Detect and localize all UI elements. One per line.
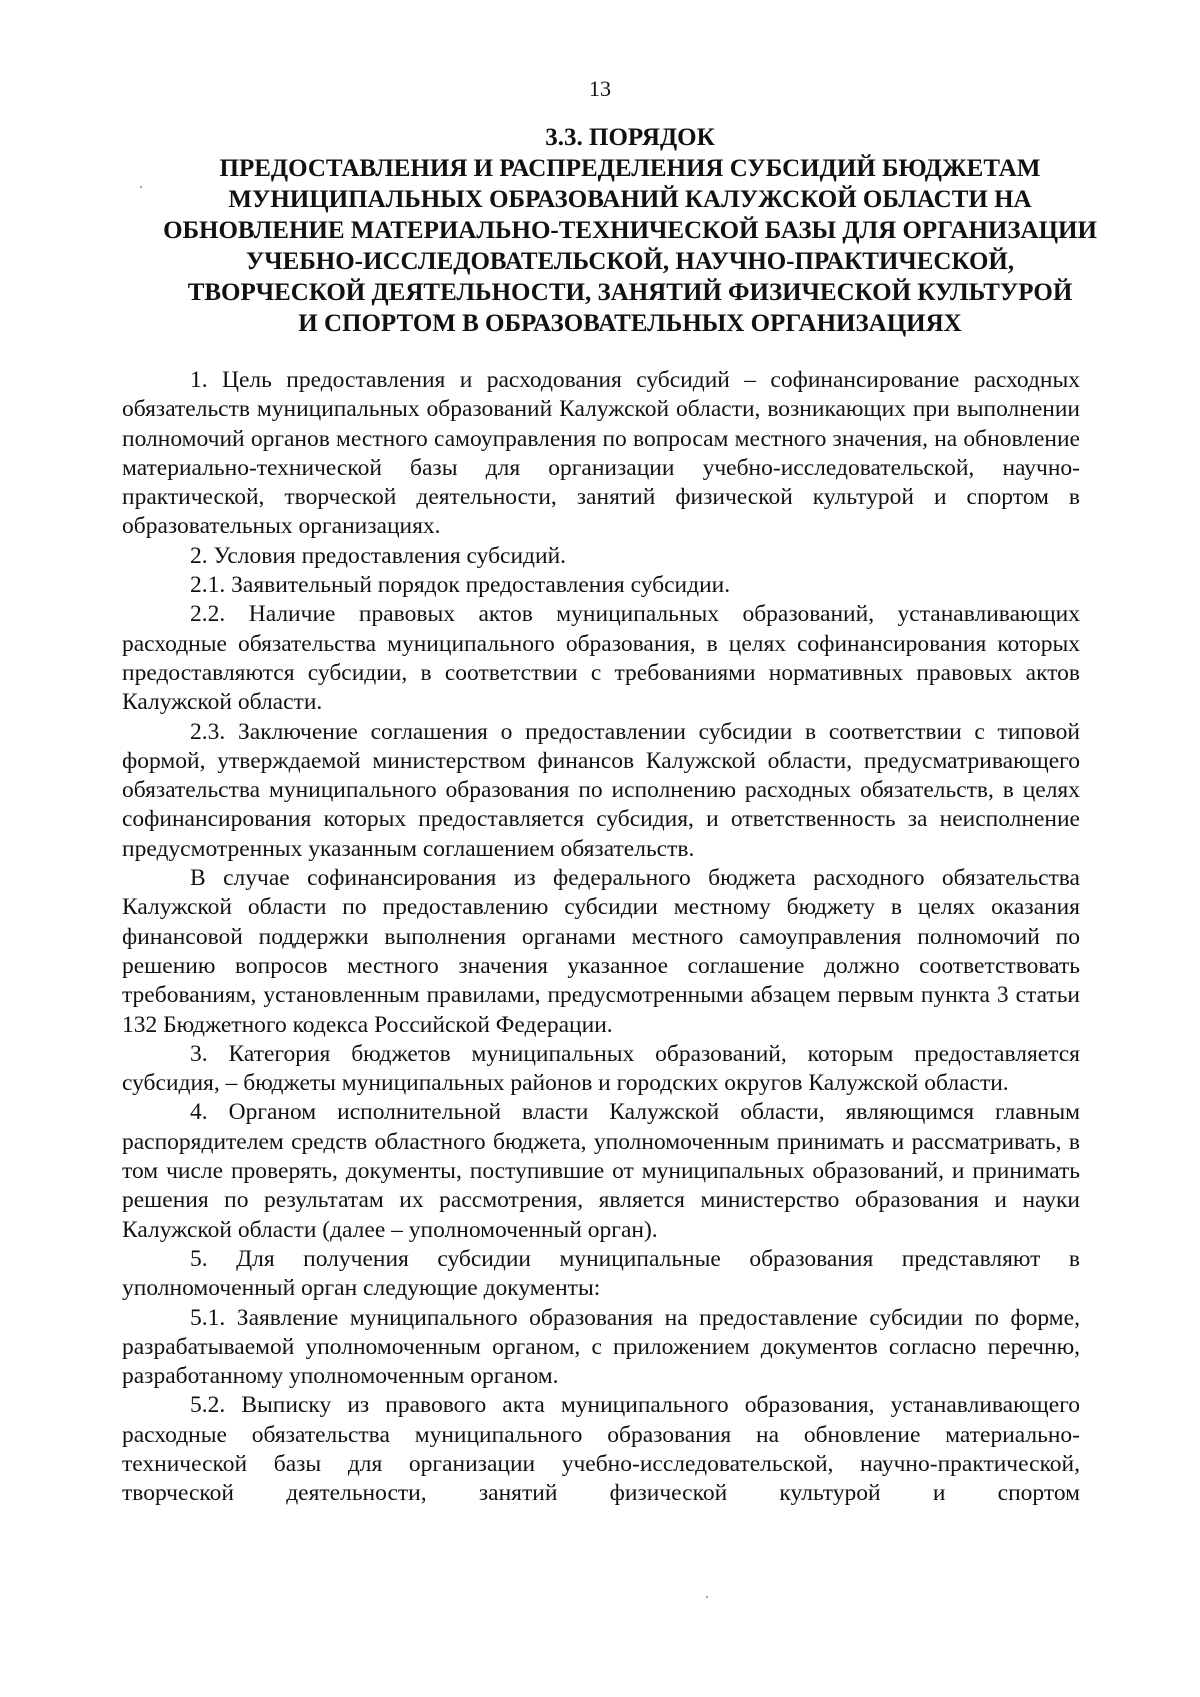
paragraph-cofinancing: В случае софинансирования из федерального бюджета расходного обязательства Калужской области по предоставлению субсидии местному бюджету в целях оказания финансовой поддержки выполнения органами местного самоуправления полномочий по решению вопросов местного значения указанное соглашение должно соответствовать требованиям, установленным правилами, предусмотренными абзацем первым пункта 3 статьи 132 Бюджетного кодекса Российской Федерации. — [122, 865, 1080, 1038]
paragraph-5-1: 5.1. Заявление муниципального образования на предоставление субсидии по форме, разрабатываемой уполномоченным органом, с приложением документов согласно перечню, разработанному уполномоченным органом. — [122, 1304, 1080, 1390]
section-title — [130, 122, 1130, 339]
document-body — [122, 366, 1080, 1509]
paragraph-2: 2. Условия предоставления субсидий. — [190, 542, 567, 569]
paragraph-5-2: 5.2. Выписку из правового акта муниципального образования, устанавливающего расходные обязательства муниципального образования на обновление материально-технической базы для организации учебно-исследовательской, научно-практической, творческой деятельности, занятий физической культурой и спортом — [122, 1392, 1080, 1507]
paragraph-5: 5. Для получения субсидии муниципальные образования представляют в уполномоченный орган следующие документы: — [122, 1245, 1080, 1302]
paragraph-3: 3. Категория бюджетов муниципальных образований, которым предоставляется субсидия, – бюджеты муниципальных районов и городских округов Калужской области. — [122, 1040, 1080, 1097]
title-line: 3.3. ПОРЯДОК — [545, 124, 715, 151]
title-line: ОБНОВЛЕНИЕ МАТЕРИАЛЬНО-ТЕХНИЧЕСКОЙ БАЗЫ ДЛЯ ОРГАНИЗАЦИИ — [163, 217, 1097, 244]
paragraph-1: 1. Цель предоставления и расходования субсидий – софинансирование расходных обязательств муниципальных образований Калужской области, возникающих при выполнении полномочий органов местного самоуправления по вопросам местного значения, на обновление материально-технической базы для организации учебно-исследовательской, научно-практической, творческой деятельности, занятий физической культурой и спортом в образовательных организациях. — [122, 367, 1080, 540]
title-line: ПРЕДОСТАВЛЕНИЯ И РАСПРЕДЕЛЕНИЯ СУБСИДИЙ БЮДЖЕТАМ — [219, 155, 1041, 182]
title-line: УЧЕБНО-ИССЛЕДОВАТЕЛЬСКОЙ, НАУЧНО-ПРАКТИЧЕСКОЙ, — [245, 248, 1015, 275]
paragraph-2-1: 2.1. Заявительный порядок предоставления субсидии. — [190, 572, 731, 599]
title-line: ТВОРЧЕСКОЙ ДЕЯТЕЛЬНОСТИ, ЗАНЯТИЙ ФИЗИЧЕСКОЙ КУЛЬТУРОЙ — [187, 279, 1073, 306]
paragraph-4: 4. Органом исполнительной власти Калужской области, являющимся главным распорядителем средств областного бюджета, уполномоченным принимать и рассматривать, в том числе проверять, документы, поступившие от муниципальных образований, и принимать решения по результатам их рассмотрения, является министерство образования и науки Калужской области (далее – уполномоченный орган). — [122, 1099, 1080, 1243]
scan-speck — [140, 186, 142, 188]
scan-speck — [706, 1596, 708, 1598]
paragraph-2-2: 2.2. Наличие правовых актов муниципальных образований, устанавливающих расходные обязательства муниципального образования, в целях софинансирования которых предоставляются субсидии, в соответствии с требованиями нормативных правовых актов Калужской области. — [122, 601, 1080, 716]
title-line: МУНИЦИПАЛЬНЫХ ОБРАЗОВАНИЙ КАЛУЖСКОЙ ОБЛАСТИ НА — [228, 186, 1032, 213]
title-line: И СПОРТОМ В ОБРАЗОВАТЕЛЬНЫХ ОРГАНИЗАЦИЯХ — [298, 310, 962, 337]
paragraph-2-3: 2.3. Заключение соглашения о предоставлении субсидии в соответствии с типовой формой, утверждаемой министерством финансов Калужской области, предусматривающего обязательства муниципального образования по исполнению расходных обязательств, в целях софинансирования которых предоставляется субсидия, и ответственность за неисполнение предусмотренных указанным соглашением обязательств. — [122, 718, 1080, 862]
page-number: 13 — [589, 76, 611, 101]
